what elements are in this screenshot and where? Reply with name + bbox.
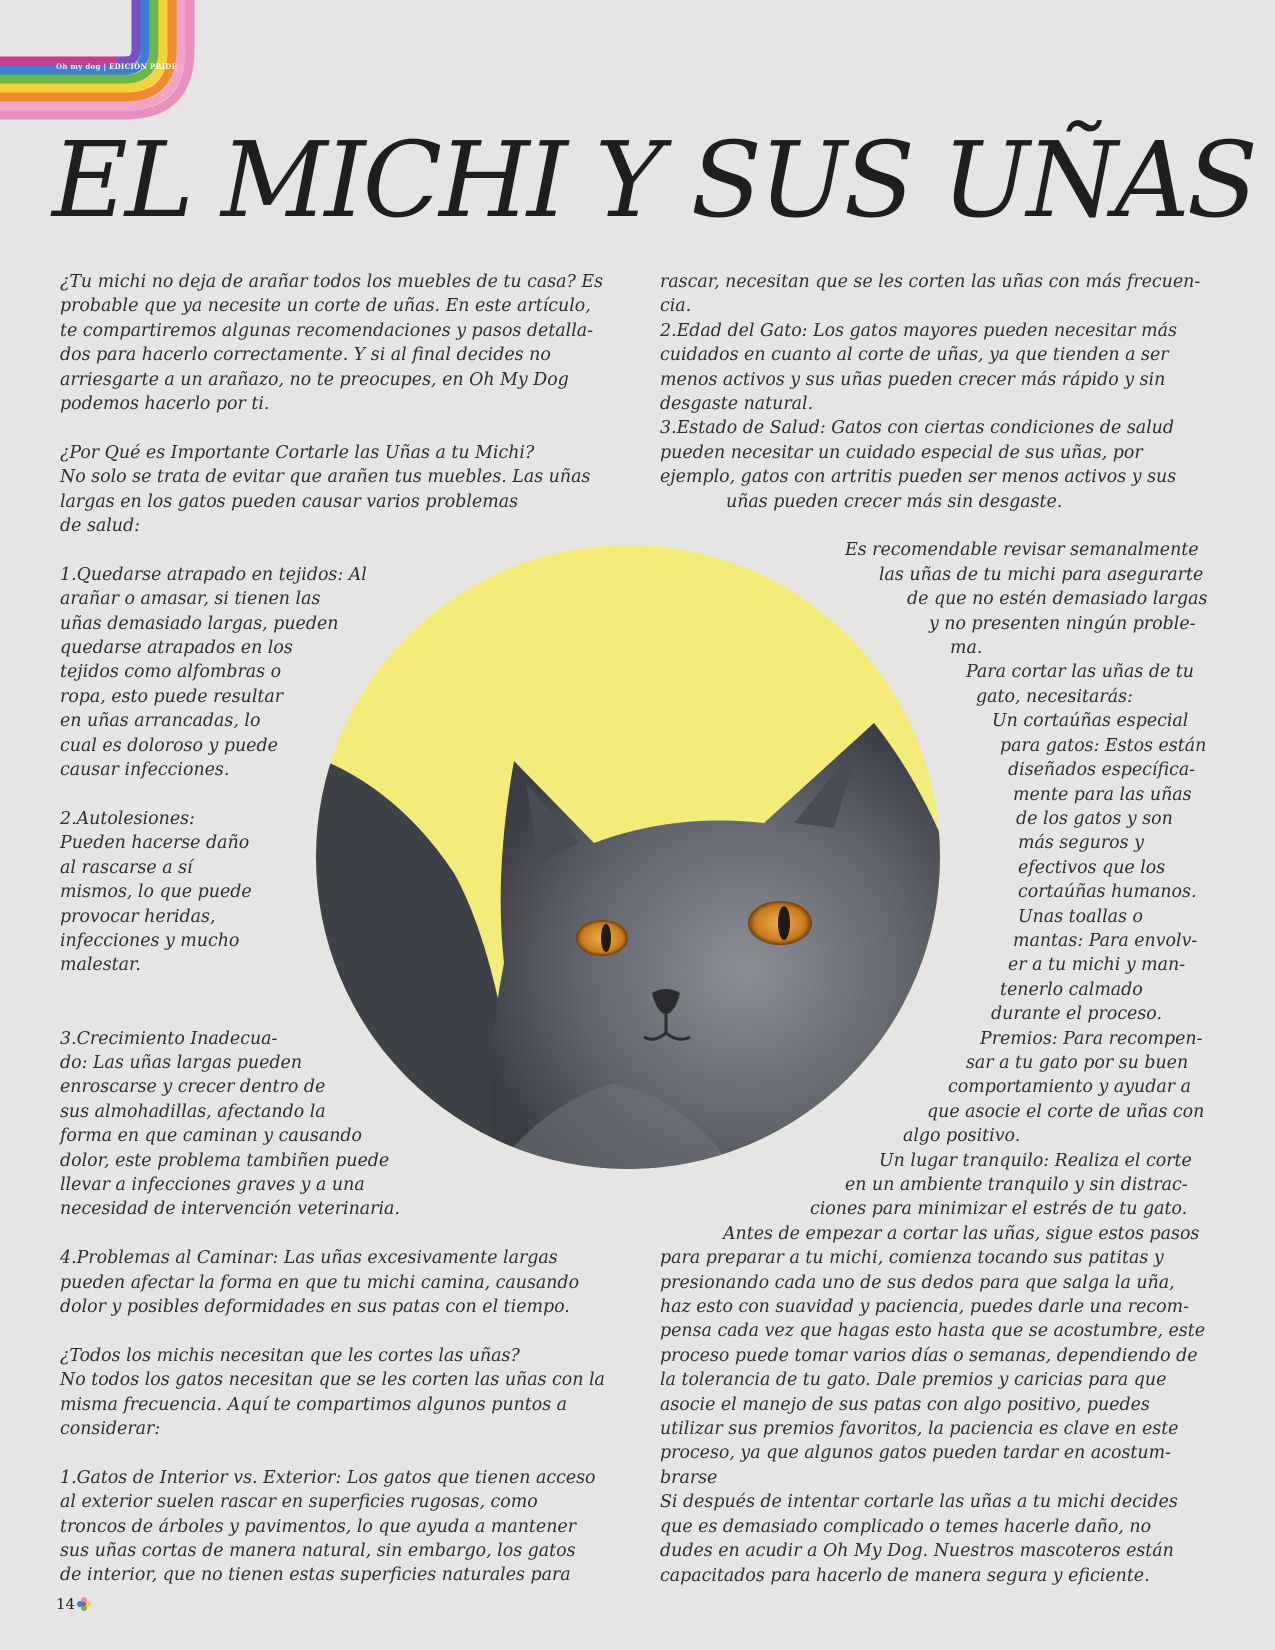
body-line: ¿Por Qué es Importante Cortarle las Uñas a tu Michi? bbox=[60, 442, 535, 463]
paragraph-gap bbox=[60, 1441, 630, 1465]
section-header bbox=[56, 62, 177, 71]
body-line: proceso, ya que algunos gatos pueden tardar en acostum- bbox=[660, 1443, 1171, 1464]
brand-logo-text: Oh my dog bbox=[56, 62, 101, 71]
body-line: 3.Estado de Salud: Gatos con ciertas condiciones de salud bbox=[660, 418, 1175, 439]
body-line: brarse bbox=[660, 1467, 718, 1488]
body-line: 3.Crecimiento Inadecua- bbox=[60, 1028, 278, 1049]
body-line: comportamiento y ayudar a bbox=[948, 1077, 1191, 1098]
body-line: asocie el manejo de sus patas con algo positivo, puedes bbox=[660, 1394, 1150, 1415]
body-line: considerar: bbox=[60, 1418, 161, 1439]
body-line: en uñas arrancadas, lo bbox=[60, 711, 261, 732]
page-number: 14 bbox=[56, 1595, 76, 1613]
body-line: mismos, lo que puede bbox=[60, 882, 252, 903]
body-line: sar a tu gato por su buen bbox=[966, 1052, 1189, 1073]
body-line: utilizar sus premios favoritos, la paciencia es clave en este bbox=[660, 1419, 1179, 1440]
body-line: enroscarse y crecer dentro de bbox=[60, 1077, 326, 1098]
body-line: dos para hacerlo correctamente. Y si al final decides no bbox=[60, 345, 551, 366]
body-line: sus uñas cortas de manera natural, sin embargo, los gatos bbox=[60, 1541, 576, 1561]
body-line: podemos hacerlo por ti. bbox=[60, 394, 270, 415]
body-line: diseñados específica- bbox=[1008, 760, 1196, 781]
body-line: uñas pueden crecer más sin desgaste. bbox=[726, 491, 1063, 512]
body-line: 2.Autolesiones: bbox=[60, 808, 195, 829]
body-line: de interior, que no tienen estas superficies naturales para bbox=[60, 1565, 571, 1586]
body-line: y no presenten ningún proble- bbox=[929, 613, 1196, 634]
body-line: tenerlo calmado bbox=[1000, 979, 1143, 1000]
body-line: No todos los gatos necesitan que se les corten las uñas con la bbox=[60, 1370, 605, 1391]
body-line: llevar a infecciones graves y a una bbox=[60, 1174, 365, 1195]
body-line: probable que ya necesite un corte de uñas. En este artículo, bbox=[60, 296, 591, 317]
paragraph-gap bbox=[60, 1002, 630, 1026]
body-line: troncos de árboles y pavimentos, lo que ayuda a mantener bbox=[60, 1516, 577, 1537]
body-line: proceso puede tomar varios días o semanas, dependiendo de bbox=[660, 1345, 1198, 1366]
body-line: provocar heridas, bbox=[60, 906, 216, 927]
body-line: que asocie el corte de uñas con bbox=[927, 1101, 1205, 1122]
body-line: las uñas de tu michi para asegurarte bbox=[879, 564, 1204, 585]
flower-icon bbox=[76, 1596, 92, 1612]
body-line: sus almohadillas, afectando la bbox=[60, 1101, 326, 1122]
body-line: arriesgarte a un arañazo, no te preocupes, en Oh My Dog bbox=[60, 369, 569, 390]
body-line: Un lugar tranquilo: Realiza el corte bbox=[879, 1150, 1192, 1171]
body-line: menos activos y sus uñas pueden crecer más rápido y sin bbox=[660, 369, 1166, 390]
body-line: ¿Todos los michis necesitan que les cortes las uñas? bbox=[60, 1345, 520, 1366]
body-line: durante el proceso. bbox=[991, 1004, 1162, 1025]
body-line: Si después de intentar cortarle las uñas a tu michi decides bbox=[660, 1492, 1178, 1513]
left-text-column bbox=[60, 270, 630, 1588]
body-line: ma. bbox=[950, 638, 983, 659]
body-line: al exterior suelen rascar en superficies rugosas, como bbox=[60, 1492, 538, 1513]
body-line: desgaste natural. bbox=[660, 394, 814, 415]
body-line: pueden necesitar un cuidado especial de sus uñas, por bbox=[660, 442, 1143, 463]
body-line: para preparar a tu michi, comienza tocando sus patitas y bbox=[660, 1248, 1164, 1269]
body-line: malestar. bbox=[60, 955, 141, 976]
body-line: rascar, necesitan que se les corten las uñas con más frecuen- bbox=[660, 272, 1201, 292]
body-line: te compartiremos algunas recomendaciones y pasos detalla- bbox=[60, 320, 594, 341]
body-line: misma frecuencia. Aquí te compartimos algunos puntos a bbox=[60, 1394, 568, 1415]
body-line: cia. bbox=[660, 296, 692, 317]
body-line: efectivos que los bbox=[1018, 857, 1166, 878]
body-line: pensa cada vez que hagas esto hasta que se acostumbre, este bbox=[660, 1321, 1206, 1342]
body-line: en un ambiente tranquilo y sin distrac- bbox=[845, 1175, 1188, 1196]
body-line: 2.Edad del Gato: Los gatos mayores pueden necesitar más bbox=[660, 320, 1177, 341]
body-line: ropa, esto puede resultar bbox=[60, 686, 284, 707]
body-line: forma en que caminan y causando bbox=[60, 1126, 362, 1147]
body-line: pueden afectar la forma en que tu michi camina, causando bbox=[60, 1272, 580, 1293]
paragraph-gap bbox=[60, 978, 630, 1002]
paragraph-gap bbox=[60, 416, 630, 440]
article-title: EL MICHI Y SUS UÑAS bbox=[52, 119, 1255, 241]
body-line: quedarse atrapados en los bbox=[60, 638, 293, 659]
body-line: 4.Problemas al Caminar: Las uñas excesivamente largas bbox=[60, 1248, 558, 1269]
body-line: Premios: Para recompen- bbox=[980, 1028, 1203, 1049]
body-line: uñas demasiado largas, pueden bbox=[60, 613, 339, 634]
body-line: necesidad de intervención veterinaria. bbox=[60, 1199, 400, 1220]
body-line: la tolerancia de tu gato. Dale premios y caricias para que bbox=[660, 1370, 1167, 1391]
body-line: No solo se trata de evitar que arañen tus muebles. Las uñas bbox=[60, 467, 591, 488]
body-line: infecciones y mucho bbox=[60, 930, 240, 951]
body-line: arañar o amasar, si tienen las bbox=[60, 589, 321, 610]
body-line: 1.Quedarse atrapado en tejidos: Al bbox=[60, 564, 367, 585]
body-line: tejidos como alfombras o bbox=[60, 662, 282, 683]
body-line: capacitados para hacerlo de manera segura y eficiente. bbox=[660, 1565, 1150, 1586]
body-line: Es recomendable revisar semanalmente bbox=[845, 540, 1199, 561]
paragraph-gap bbox=[60, 783, 630, 807]
paragraph-gap bbox=[60, 1222, 630, 1246]
body-line: más seguros y bbox=[1018, 833, 1144, 854]
body-line: mente para las uñas bbox=[1013, 784, 1192, 805]
body-line: para gatos: Estos están bbox=[1000, 735, 1207, 756]
body-line: dolor, este problema tambiñen puede bbox=[60, 1150, 390, 1171]
body-line: 1.Gatos de Interior vs. Exterior: Los gatos que tienen acceso bbox=[60, 1467, 596, 1488]
right-text-column bbox=[660, 270, 1220, 1588]
body-line: cual es doloroso y puede bbox=[60, 735, 278, 756]
paragraph-gap bbox=[60, 538, 630, 562]
body-line: er a tu michi y man- bbox=[1008, 955, 1186, 976]
body-line: cuidados en cuanto al corte de uñas, ya que tienden a ser bbox=[660, 345, 1169, 366]
body-line: do: Las uñas largas pueden bbox=[60, 1052, 303, 1073]
body-line: mantas: Para envolv- bbox=[1013, 930, 1198, 951]
body-line: Pueden hacerse daño bbox=[60, 833, 250, 854]
body-line: presionando cada uno de sus dedos para que salga la uña, bbox=[660, 1272, 1175, 1293]
body-line: de salud: bbox=[60, 516, 140, 537]
body-line: algo positivo. bbox=[903, 1126, 1021, 1147]
body-line: ciones para minimizar el estrés de tu gato. bbox=[810, 1199, 1188, 1220]
body-line: cortaúñas humanos. bbox=[1018, 882, 1197, 903]
body-line: de que no estén demasiado largas bbox=[907, 589, 1208, 610]
body-line: Unas toallas o bbox=[1018, 906, 1143, 927]
body-line: causar infecciones. bbox=[60, 760, 230, 781]
body-line: Para cortar las uñas de tu bbox=[966, 662, 1194, 683]
section-label: | EDICIÓN PRIDE bbox=[103, 62, 178, 71]
body-line: ejemplo, gatos con artritis pueden ser menos activos y sus bbox=[660, 467, 1177, 488]
paragraph-gap bbox=[60, 1319, 630, 1343]
body-line: dudes en acudir a Oh My Dog. Nuestros mascoteros están bbox=[660, 1541, 1174, 1562]
body-line: dolor y posibles deformidades en sus patas con el tiempo. bbox=[60, 1296, 570, 1317]
body-line: de los gatos y son bbox=[1016, 808, 1173, 829]
body-line: ¿Tu michi no deja de arañar todos los muebles de tu casa? Es bbox=[60, 272, 604, 292]
body-line: que es demasiado complicado o temes hacerle daño, no bbox=[660, 1516, 1152, 1537]
body-line: Un cortaúñas especial bbox=[992, 711, 1189, 732]
paragraph-gap bbox=[660, 514, 1220, 538]
body-line: haz esto con suavidad y paciencia, puedes darle una recom- bbox=[660, 1297, 1189, 1318]
body-line: Antes de empezar a cortar las uñas, sigue estos pasos bbox=[723, 1223, 1200, 1244]
body-line: gato, necesitarás: bbox=[976, 686, 1133, 707]
body-line: al rascarse a sí bbox=[60, 857, 193, 878]
body-line: largas en los gatos pueden causar varios problemas bbox=[60, 491, 519, 512]
